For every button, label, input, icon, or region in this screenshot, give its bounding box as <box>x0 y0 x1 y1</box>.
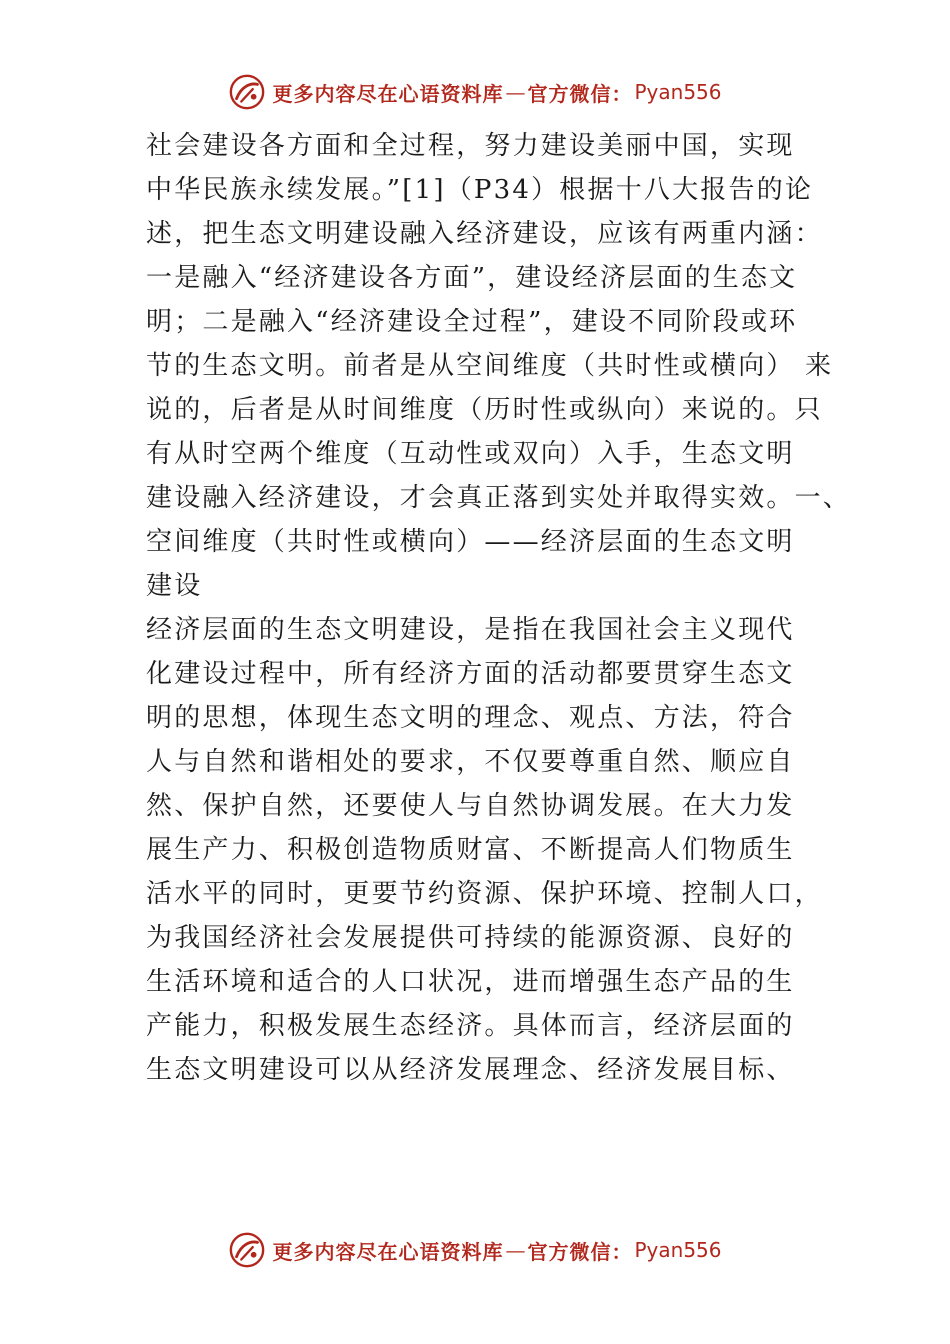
official-wechat-label: 官方微信： <box>527 81 633 106</box>
body-line: 社会建设各方面和全过程，努力建设美丽中国，实现 <box>146 131 795 161</box>
body-line: 有从时空两个维度（互动性或双向）入手，生态文明 <box>146 439 795 469</box>
body-line: 产能力，积极发展生态经济。具体而言，经济层面的 <box>146 1011 795 1041</box>
body-line: 说的，后者是从时间维度（历时性或纵向）来说的。只 <box>146 395 823 425</box>
body-line: 建设融入经济建设，才会真正落到实处并取得实效。一、 <box>146 483 852 513</box>
promo-text: 更多内容尽在心语资料库 <box>272 1239 504 1264</box>
body-line: 活水平的同时，更要节约资源、保护环境、控制人口， <box>146 879 823 909</box>
body-line: 生态文明建设可以从经济发展理念、经济发展目标、 <box>146 1055 795 1085</box>
body-line: 人与自然和谐相处的要求，不仅要尊重自然、顺应自 <box>146 747 795 777</box>
body-line: 明的思想，体现生态文明的理念、观点、方法，符合 <box>146 703 795 733</box>
body-line: 化建设过程中，所有经济方面的活动都要贯穿生态文 <box>146 659 795 689</box>
body-line: 经济层面的生态文明建设，是指在我国社会主义现代 <box>146 615 795 645</box>
body-line: 述，把生态文明建设融入经济建设，应该有两重内涵： <box>146 219 823 249</box>
promo-text: 更多内容尽在心语资料库 <box>272 81 504 106</box>
footer-banner <box>0 1230 950 1270</box>
section-heading-line: 空间维度（共时性或横向）——经济层面的生态文明 <box>146 527 795 557</box>
official-wechat-label: 官方微信： <box>527 1239 633 1264</box>
body-line: 一是融入“经济建设各方面”，建设经济层面的生态文 <box>146 263 798 293</box>
wechat-id: Pyan556 <box>634 1238 722 1262</box>
section-heading-line: 建设 <box>146 571 203 601</box>
body-line: 为我国经济社会发展提供可持续的能源资源、良好的 <box>146 923 795 953</box>
header-banner <box>0 72 950 112</box>
body-line: 节的生态文明。前者是从空间维度（共时性或横向） 来 <box>146 351 834 381</box>
body-line: 生活环境和适合的人口状况，进而增强生态产品的生 <box>146 967 795 997</box>
wechat-id: Pyan556 <box>634 80 722 104</box>
banner-separator: — <box>505 80 526 104</box>
body-line: 中华民族永续发展。”[1]（P34）根据十八大报告的论 <box>146 175 814 205</box>
body-line: 明；二是融入“经济建设全过程”，建设不同阶段或环 <box>146 307 798 337</box>
seal-logo-icon <box>228 1231 266 1269</box>
document-body <box>146 124 852 1092</box>
banner-separator: — <box>505 1238 526 1262</box>
body-line: 展生产力、积极创造物质财富、不断提高人们物质生 <box>146 835 795 865</box>
seal-logo-icon <box>228 73 266 111</box>
body-line: 然、保护自然，还要使人与自然协调发展。在大力发 <box>146 791 795 821</box>
